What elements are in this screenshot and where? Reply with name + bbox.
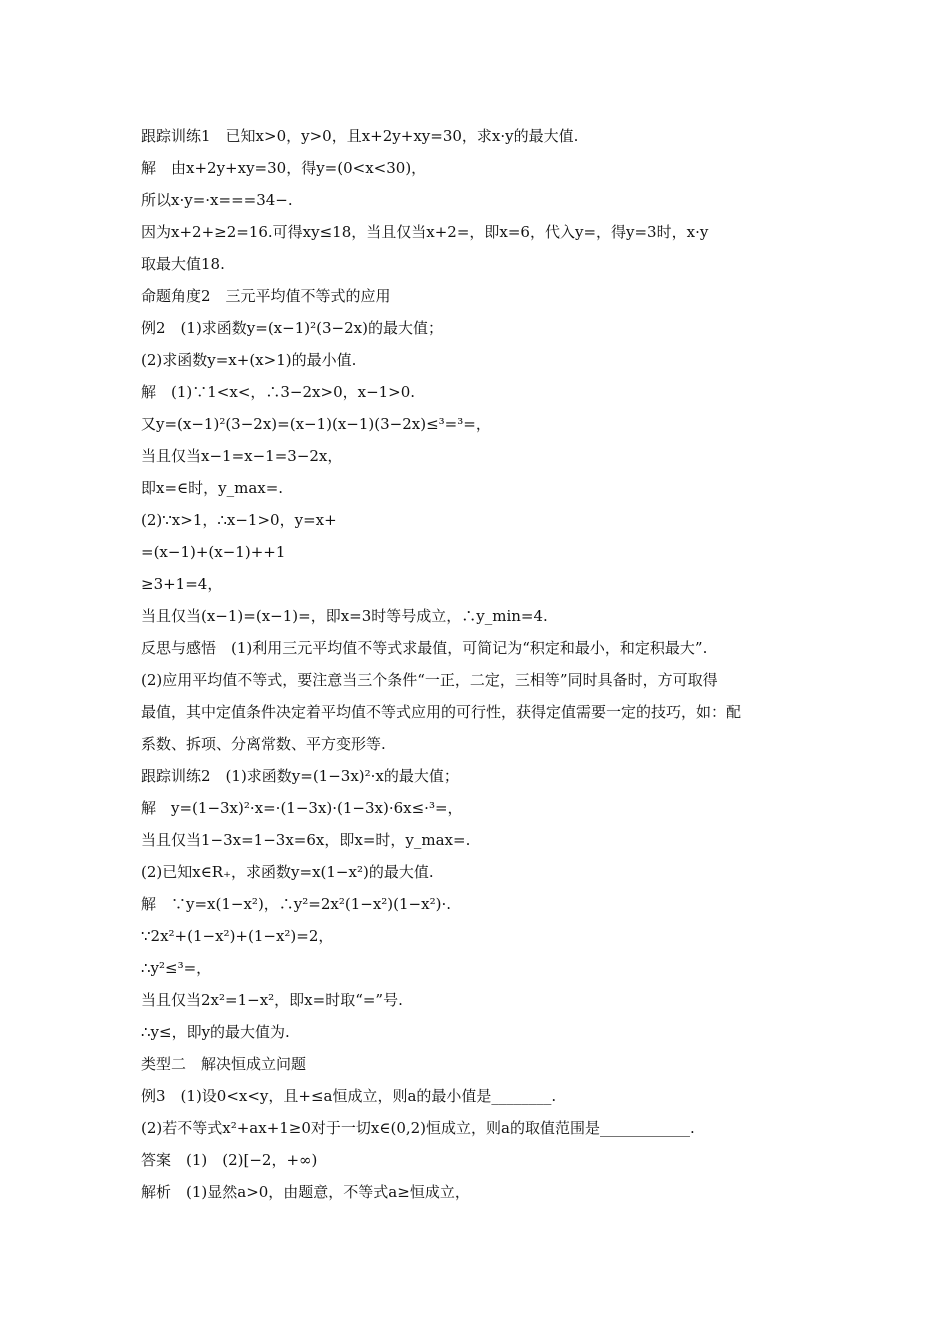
text-line: 当且仅当1−3x=1−3x=6x，即x=时，y_max=.: [141, 831, 471, 849]
text-line: 答案 (1) (2)[−2，+∞): [141, 1151, 318, 1169]
text-line: 解 由x+2y+xy=30，得y=(0<x<30)，: [141, 159, 427, 177]
text-line: 当且仅当2x²=1−x²，即x=时取“=”号.: [141, 991, 403, 1009]
text-line: 解 (1)∵1<x<，∴3−2x>0，x−1>0.: [141, 383, 416, 401]
text-line: 又y=(x−1)²(3−2x)=(x−1)(x−1)(3−2x)≤³=³=，: [141, 415, 491, 433]
section-heading: 类型二 解决恒成立问题: [141, 1055, 307, 1073]
text-line: 当且仅当x−1=x−1=3−2x，: [141, 447, 343, 465]
text-line: 取最大值18.: [141, 255, 225, 273]
text-line: (2)∵x>1，∴x−1>0，y=x+: [141, 511, 337, 529]
text-line: 解 y=(1−3x)²·x=·(1−3x)·(1−3x)·6x≤·³=，: [141, 799, 463, 817]
text-line: =(x−1)+(x−1)++1: [141, 543, 286, 561]
text-line: 解 ∵y=x(1−x²)，∴y²=2x²(1−x²)(1−x²)·.: [141, 895, 451, 913]
text-line: 例3 (1)设0<x<y，且+≤a恒成立，则a的最小值是________.: [141, 1087, 557, 1105]
text-line: 反思与感悟 (1)利用三元平均值不等式求最值，可简记为“积定和最小，和定积最大”.: [141, 639, 708, 657]
text-line: (2)应用平均值不等式，要注意当三个条件“一正，二定，三相等”同时具备时，方可取得: [141, 671, 718, 689]
text-line: 跟踪训练1 已知x>0，y>0，且x+2y+xy=30，求x·y的最大值.: [141, 127, 579, 145]
text-line: 因为x+2+≥2=16.可得xy≤18，当且仅当x+2=，即x=6，代入y=，得y=3时，x·y: [141, 223, 709, 241]
text-line: (2)求函数y=x+(x>1)的最小值.: [141, 351, 357, 369]
text-line: ∵2x²+(1−x²)+(1−x²)=2，: [141, 927, 334, 945]
text-line: 当且仅当(x−1)=(x−1)=，即x=3时等号成立，∴y_min=4.: [141, 607, 548, 625]
text-line: 最值，其中定值条件决定着平均值不等式应用的可行性，获得定值需要一定的技巧，如：配: [141, 703, 742, 721]
text-line: 解析 (1)显然a>0，由题意，不等式a≥恒成立，: [141, 1183, 470, 1201]
text-line: (2)已知x∈R₊，求函数y=x(1−x²)的最大值.: [141, 863, 434, 881]
text-line: ∴y≤，即y的最大值为.: [141, 1023, 290, 1041]
section-heading: 命题角度2 三元平均值不等式的应用: [141, 287, 391, 305]
text-line: 例2 (1)求函数y=(x−1)²(3−2x)的最大值；: [141, 319, 443, 337]
text-line: 即x=∈时，y_max=.: [141, 479, 284, 497]
text-line: 系数、拆项、分离常数、平方变形等.: [141, 735, 386, 753]
text-line: 所以x·y=·x===34−.: [141, 191, 293, 209]
text-line: (2)若不等式x²+ax+1≥0对于一切x∈(0,2)恒成立，则a的取值范围是____________.: [141, 1119, 695, 1137]
text-line: ∴y²≤³=，: [141, 959, 212, 977]
text-line: ≥3+1=4，: [141, 575, 223, 593]
text-line: 跟踪训练2 (1)求函数y=(1−3x)²·x的最大值；: [141, 767, 459, 785]
